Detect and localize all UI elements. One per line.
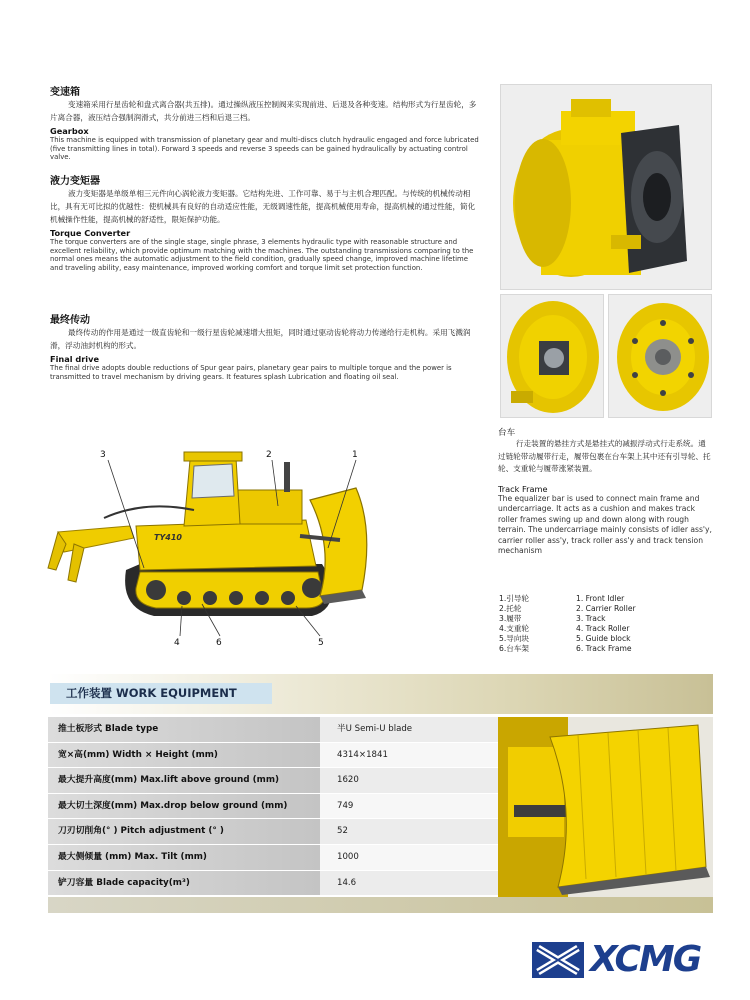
spec-label: 铲刀容量 Blade capacity(m³) bbox=[48, 871, 320, 896]
gearbox-cn-body: 变速箱采用行星齿轮和盘式离合器(共五排)。通过操纵液压控制阀来实现前进、后退及各种变速。结构形式为行星齿轮，多片离合器，液压结合强制润滑式，共分前进三档和后退三档。 bbox=[50, 100, 477, 122]
legend-cn-item: 5.导向块 bbox=[499, 634, 530, 643]
spec-row-pitch-adjustment bbox=[48, 819, 498, 845]
spec-row-blade-capacity bbox=[48, 871, 498, 897]
final-drive-cn-body: 最终传动的作用是通过一级直齿轮和一级行星齿轮减速增大扭矩，同时通过驱动齿轮将动力传递给行走机构。采用飞溅润滑，浮动油封机构的形式。 bbox=[50, 328, 471, 350]
legend-cn-item: 6.台车架 bbox=[499, 644, 530, 653]
final-drive-en-title: Final drive bbox=[50, 354, 100, 364]
bulldozer-illustration bbox=[44, 440, 374, 650]
legend-en-item: 6. Track Frame bbox=[576, 644, 632, 653]
torque-en-title: Torque Converter bbox=[50, 228, 131, 238]
gearbox-en-title: Gearbox bbox=[50, 126, 89, 136]
spec-row-max-drop bbox=[48, 794, 498, 820]
legend-en-item: 1. Front Idler bbox=[576, 594, 625, 603]
legend-en-item: 4. Track Roller bbox=[576, 624, 630, 633]
legend-en bbox=[576, 594, 636, 654]
dozer-model-label: TY410 bbox=[154, 533, 182, 542]
spec-value: 1620 bbox=[320, 768, 498, 793]
bottom-band bbox=[48, 897, 713, 913]
final-drive-en-body: The final drive adopts double reductions of Spur gear pairs, planetary gear pairs to multiple torque and the power is transmitted to travel mechanism by driving gears. It features splash Lubrication and floating oil seal. bbox=[50, 364, 452, 381]
spec-value: 半U Semi-U blade bbox=[320, 717, 498, 742]
legend-cn-item: 4.支重轮 bbox=[499, 624, 530, 633]
callout-6: 6 bbox=[216, 638, 222, 648]
spec-value: 749 bbox=[320, 794, 498, 819]
torque-converter-photo bbox=[500, 294, 604, 418]
callout-2: 2 bbox=[266, 450, 272, 460]
work-equipment-spec-table bbox=[48, 717, 498, 896]
spec-row-width-height bbox=[48, 743, 498, 769]
track-frame-cn-title: 台车 bbox=[498, 428, 516, 438]
work-equipment-title: 工作装置 WORK EQUIPMENT bbox=[66, 686, 237, 700]
torque-cn-body: 液力变矩器是单级单相三元件向心涡轮液力变矩器。它结构先进、工作可靠、易于与主机合理匹配。与传统的机械传动相比，具有无可比拟的优越性：使机械具有良好的自动适应性能，无级调速性能，提高机械使用寿命，提高机械的通过性能，简化机械操作性能，提高机械的舒适性，限矩保护功能。 bbox=[50, 189, 476, 224]
callout-4: 4 bbox=[174, 638, 180, 648]
track-frame-en-body: The equalizer bar is used to connect main frame and undercarriage. It acts as a cushion and makes track roller frames swing up and down along with rough terrain. The undercarriage mainly consists of idler ass'y, carrier roller ass'y, track roller ass'y and track tension mechanism bbox=[498, 493, 712, 556]
track-frame-cn-body: 行走装置的悬挂方式是悬挂式的减振浮动式行走系统。通过链轮带动履带行走，履带包裹在台车架上其中还有引导轮、托轮、支重轮与履带涨紧装置。 bbox=[498, 439, 711, 473]
legend-cn-item: 3.履带 bbox=[499, 614, 522, 623]
torque-cn-title: 液力变矩器 bbox=[50, 176, 100, 187]
final-drive-photo bbox=[608, 294, 712, 418]
gearbox-cn-title: 变速箱 bbox=[50, 87, 80, 98]
legend-cn-item: 2.托轮 bbox=[499, 604, 522, 613]
gearbox-section bbox=[50, 83, 480, 162]
spec-row-max-tilt bbox=[48, 845, 498, 871]
final-drive-section bbox=[50, 311, 480, 381]
spec-label: 最大提升高度(mm) Max.lift above ground (mm) bbox=[48, 768, 320, 793]
spec-label: 宽×高(mm) Width × Height (mm) bbox=[48, 743, 320, 768]
spec-value: 1000 bbox=[320, 845, 498, 870]
spec-label: 刀刃切削角(° ) Pitch adjustment (° ) bbox=[48, 819, 320, 844]
legend-en-item: 5. Guide block bbox=[576, 634, 631, 643]
spec-value: 52 bbox=[320, 819, 498, 844]
legend-en-item: 2. Carrier Roller bbox=[576, 604, 636, 613]
torque-en-body: The torque converters are of the single stage, single phrase, 3 elements hydraulic type with reasonable structure and excellent reliability, which provide optimum matching with the machines. The outstanding transmissions comparing to the normal ones means the automatic adjustment to the field condition, gradually speed change, improved machine lifetime and traveling ability, easy maintenance, improved working comfort and torque limit set protection function. bbox=[50, 238, 474, 272]
track-frame-en-title: Track Frame bbox=[498, 483, 548, 494]
torque-converter-section bbox=[50, 172, 480, 272]
spec-value: 4314×1841 bbox=[320, 743, 498, 768]
callout-1: 1 bbox=[352, 450, 358, 460]
blade-photo bbox=[498, 717, 713, 897]
legend-cn bbox=[499, 594, 529, 654]
gearbox-en-body: This machine is equipped with transmission of planetary gear and multi-discs clutch hydraulic engaged and force lubricated (five transmitting lines in total). Forward 3 speeds and reverse 3 speeds can be gained hydraulically by actuating control valve. bbox=[50, 136, 479, 162]
legend-en-item: 3. Track bbox=[576, 614, 606, 623]
track-frame-section bbox=[498, 426, 713, 557]
xcmg-logo-mark-icon bbox=[530, 940, 586, 980]
legend-cn-item: 1.引导轮 bbox=[499, 594, 530, 603]
callout-5: 5 bbox=[318, 638, 324, 648]
spec-row-max-lift bbox=[48, 768, 498, 794]
callout-3: 3 bbox=[100, 450, 106, 460]
spec-row-blade-type bbox=[48, 717, 498, 743]
spec-value: 14.6 bbox=[320, 871, 498, 896]
gearbox-photo bbox=[500, 84, 712, 290]
final-drive-cn-title: 最终传动 bbox=[50, 315, 90, 326]
spec-label: 推土板形式 Blade type bbox=[48, 717, 320, 742]
xcmg-logo-text: XCMG bbox=[590, 939, 701, 980]
spec-label: 最大侧倾量 (mm) Max. Tilt (mm) bbox=[48, 845, 320, 870]
xcmg-logo bbox=[530, 940, 712, 980]
spec-label: 最大切土深度(mm) Max.drop below ground (mm) bbox=[48, 794, 320, 819]
